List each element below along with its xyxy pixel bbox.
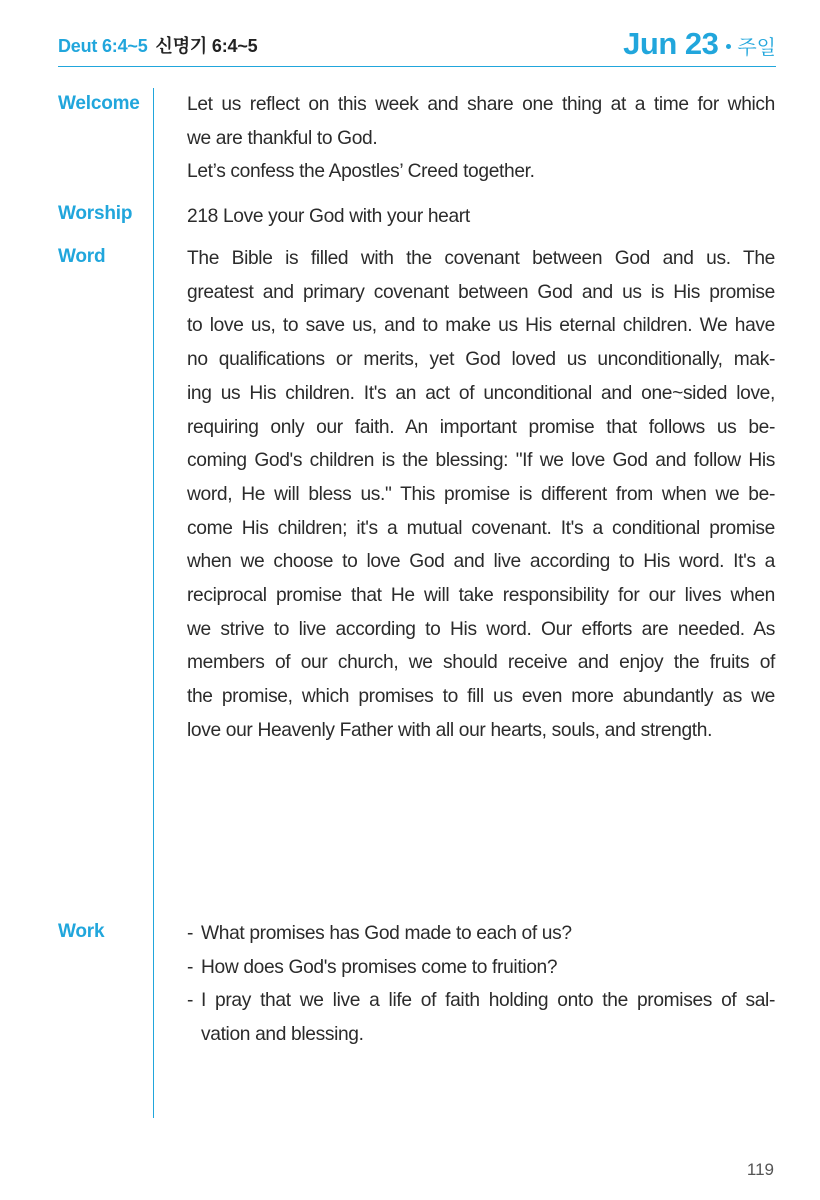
- word-line: coming God's children is the blessing: "If we love God and follow His: [187, 450, 775, 472]
- dash-bullet: -: [187, 990, 194, 1012]
- scripture-reference-en: Deut 6:4~5: [58, 36, 148, 56]
- section-label-word: Word: [58, 246, 106, 267]
- word-line: love our Heavenly Father with all our hearts, souls, and strength.: [187, 719, 713, 741]
- word-line: ing us His children. It's an act of unconditional and one~sided love,: [187, 382, 775, 404]
- column-divider: [153, 88, 154, 1118]
- page-number: 119: [746, 1160, 774, 1179]
- word-line: when we choose to love God and live according to His word. It's a: [187, 551, 775, 573]
- word-line: greatest and primary covenant between God and us is His promise: [187, 281, 775, 303]
- welcome-line: Let’s confess the Apostles’ Creed together.: [187, 161, 535, 183]
- work-line: I pray that we live a life of faith holding onto the promises of sal-: [201, 990, 775, 1012]
- work-line: What promises has God made to each of us?: [201, 923, 572, 944]
- word-line: The Bible is filled with the covenant between God and us. The: [187, 248, 775, 269]
- page-header: [58, 24, 776, 64]
- header-divider: [58, 66, 776, 67]
- work-line: How does God's promises come to fruition?: [201, 956, 558, 978]
- word-line: word, He will bless us." This promise is different from when we be-: [187, 483, 775, 505]
- list-item: [187, 917, 775, 951]
- date-block: [623, 26, 776, 62]
- scripture-reference-ko: 신명기 6:4~5: [155, 36, 258, 56]
- word-line: to love us, to save us, and to make us His eternal children. We have: [187, 315, 775, 337]
- weekday: 주일: [737, 37, 776, 59]
- work-list: [187, 917, 775, 1052]
- section-label-worship: Worship: [58, 203, 133, 224]
- welcome-line: Let us reflect on this week and share one thing at a time for which: [187, 94, 775, 115]
- dash-bullet: -: [187, 923, 194, 944]
- word-line: requiring only our faith. An important promise that follows us be-: [187, 416, 775, 438]
- word-text: [187, 242, 775, 748]
- welcome-text: [187, 88, 775, 189]
- word-line: no qualifications or merits, yet God loved us unconditionally, mak-: [187, 349, 775, 371]
- welcome-line: we are thankful to God.: [187, 127, 378, 149]
- dash-bullet: -: [187, 956, 194, 978]
- section-label-work: Work: [58, 921, 105, 942]
- word-line: we strive to live according to His word. Our efforts are needed. As: [187, 618, 775, 640]
- list-item: [187, 984, 775, 1051]
- section-label-welcome: Welcome: [58, 93, 140, 114]
- word-line: the promise, which promises to fill us even more abundantly as we: [187, 686, 775, 708]
- worship-hymn: 218 Love your God with your heart: [187, 206, 470, 227]
- date: Jun 23: [623, 26, 719, 61]
- word-line: come His children; it's a mutual covenant. It's a conditional promise: [187, 517, 775, 539]
- bullet-dot-icon: [726, 44, 731, 49]
- worship-text: [187, 200, 775, 234]
- word-line: members of our church, we should receive and enjoy the fruits of: [187, 652, 775, 674]
- word-line: reciprocal promise that He will take responsibility for our lives when: [187, 585, 775, 607]
- work-line: vation and blessing.: [201, 1024, 364, 1046]
- scripture-reference: [58, 32, 257, 58]
- list-item: [187, 951, 775, 985]
